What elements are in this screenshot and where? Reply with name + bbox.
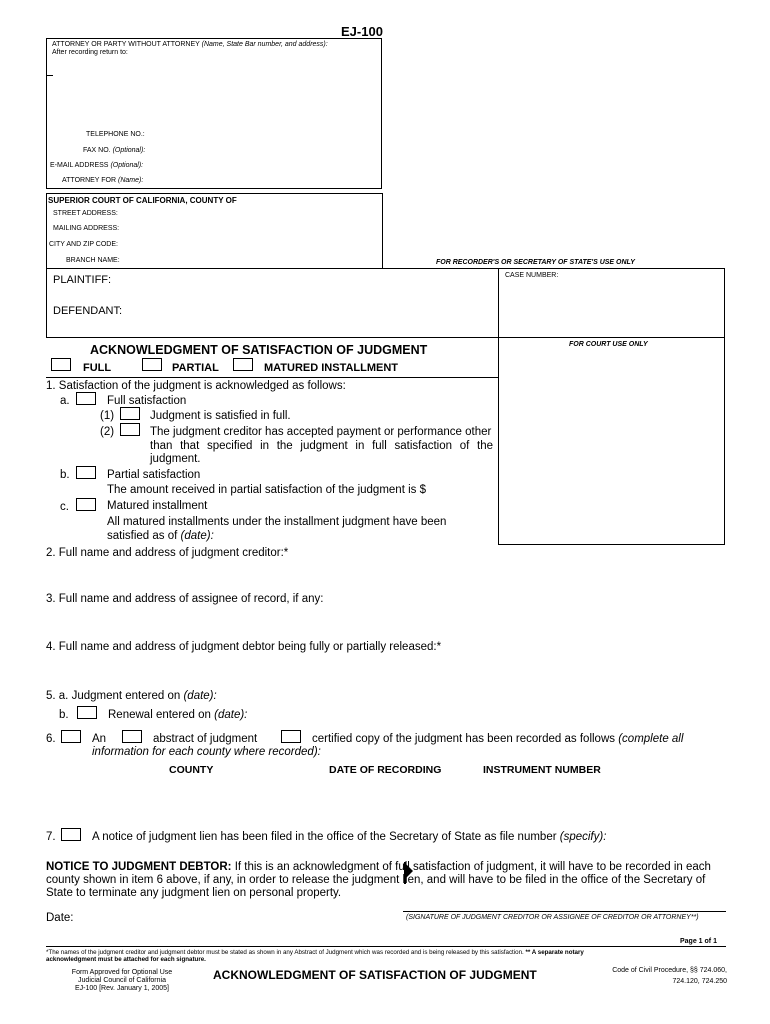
footer-rule [46, 946, 726, 947]
item6-label: 6. [46, 733, 56, 745]
court-left-rule [46, 193, 47, 268]
date-of-recording-column-header: DATE OF RECORDING [329, 764, 442, 776]
form-code: EJ-100 [341, 24, 383, 39]
defendant-label: DEFENDANT: [53, 305, 123, 317]
parties-top-rule [46, 268, 725, 269]
court-title: SUPERIOR COURT OF CALIFORNIA, COUNTY OF [48, 196, 237, 205]
matured-installment-label: MATURED INSTALLMENT [264, 362, 399, 374]
notice-of-lien-checkbox[interactable] [61, 828, 81, 841]
footer-notes: *The names of the judgment creditor and judgment debtor must be stated as shown in any Abstract of Judgment which was recorded and is being released by this satisfaction. ** A separate notary acknowledgment must be attached for each signature. [46, 949, 584, 963]
item5a-text: 5. a. Judgment entered on (date): [46, 690, 217, 702]
attorney-header: ATTORNEY OR PARTY WITHOUT ATTORNEY (Name, State Bar number, and address): [52, 41, 328, 48]
satisfied-in-full-text: Judgment is satisfied in full. [150, 410, 291, 422]
notice-line2: county shown in item 6 above, if any, in order to release the judgment lien, and will have to be filed in the office of the Secretary of [46, 874, 706, 886]
item7-text: A notice of judgment lien has been filed in the office of the Secretary of State as file number (specify): [92, 831, 607, 843]
court-right-rule [382, 193, 383, 268]
item5b-label: b. [59, 709, 69, 721]
partial-checkbox[interactable] [142, 358, 162, 371]
street-address-label: STREET ADDRESS: [53, 210, 118, 217]
after-recording-label: After recording return to: [52, 49, 128, 56]
item6-line2: information for each county where recorded): [92, 746, 321, 758]
title-bottom-rule [46, 377, 499, 378]
notice-heading: NOTICE TO JUDGMENT DEBTOR: [46, 861, 232, 873]
abstract-checkbox[interactable] [122, 730, 142, 743]
matured-installment-item-label: Matured installment [107, 500, 208, 512]
item1c-label: c. [60, 501, 69, 513]
margin-mark [46, 75, 53, 76]
partial-amount-text: The amount received in partial satisfaction of the judgment is $ [107, 484, 426, 496]
signature-line [403, 911, 726, 912]
plaintiff-label: PLAINTIFF: [53, 274, 112, 286]
certified-copy-text: certified copy of the judgment has been recorded as follows (complete all [312, 733, 684, 745]
right-border [724, 268, 725, 545]
case-number-label: CASE NUMBER: [505, 272, 559, 279]
accepted-payment-line1: The judgment creditor has accepted payment or performance other [150, 426, 492, 438]
full-label: FULL [83, 362, 112, 374]
parties-bottom-rule [46, 337, 725, 338]
recorder-use-label: FOR RECORDER'S OR SECRETARY OF STATE'S USE ONLY [436, 259, 635, 266]
partial-satisfaction-label: Partial satisfaction [107, 469, 201, 481]
item1a1-label: (1) [100, 410, 115, 422]
court-use-label: FOR COURT USE ONLY [569, 341, 648, 348]
page-number: Page 1 of 1 [680, 938, 717, 945]
court-top-rule [46, 193, 383, 194]
notice-line3: State to terminate any judgment lien on personal property. [46, 887, 342, 899]
matured-installment-checkbox[interactable] [233, 358, 253, 371]
form-approved-block: Form Approved for Optional Use Judicial Council of California EJ-100 [Rev. January 1, 2005] [71, 969, 173, 992]
parties-left-rule [46, 268, 47, 338]
item6-an: An [92, 733, 107, 745]
item4-text: 4. Full name and address of judgment debtor being fully or partially released:* [46, 641, 442, 653]
renewal-text: Renewal entered on (date): [108, 709, 248, 721]
date-label: Date: [46, 912, 74, 924]
telephone-label: TELEPHONE NO.: [86, 131, 145, 138]
item1-text: 1. Satisfaction of the judgment is acknowledged as follows: [46, 380, 346, 392]
full-satisfaction-checkbox[interactable] [76, 392, 96, 405]
accepted-payment-checkbox[interactable] [120, 423, 140, 436]
accepted-payment-line3: judgment. [150, 453, 201, 465]
accepted-payment-line2: than that specified in the judgment in full satisfaction of the [150, 440, 493, 452]
email-label: E-MAIL ADDRESS (Optional): [50, 162, 144, 169]
notice-paragraph [46, 861, 726, 900]
item2-text: 2. Full name and address of judgment creditor:* [46, 547, 289, 559]
abstract-of-judgment-label: abstract of judgment [153, 733, 258, 745]
court-use-divider [498, 268, 499, 545]
code-citation: Code of Civil Procedure, §§ 724.060, 724.120, 724.250 [612, 967, 727, 985]
matured-installment-sub1: All matured installments under the installment judgment have been [107, 516, 447, 528]
full-checkbox[interactable] [51, 358, 71, 371]
county-column-header: COUNTY [169, 764, 214, 776]
item1b-label: b. [60, 469, 70, 481]
item7-label: 7. [46, 831, 56, 843]
abstract-an-checkbox[interactable] [61, 730, 81, 743]
renewal-checkbox[interactable] [77, 706, 97, 719]
item1a2-label: (2) [100, 426, 115, 438]
attorney-for-label: ATTORNEY FOR (Name): [62, 177, 144, 184]
footer-title: ACKNOWLEDGMENT OF SATISFACTION OF JUDGMENT [213, 968, 537, 982]
court-use-bottom-rule [498, 544, 725, 545]
form-title: ACKNOWLEDGMENT OF SATISFACTION OF JUDGMENT [90, 343, 428, 357]
item3-text: 3. Full name and address of assignee of record, if any: [46, 593, 324, 605]
partial-satisfaction-checkbox[interactable] [76, 466, 96, 479]
full-satisfaction-label: Full satisfaction [107, 395, 187, 407]
satisfied-in-full-checkbox[interactable] [120, 407, 140, 420]
fax-label: FAX NO. (Optional): [83, 147, 146, 154]
notice-line1: If this is an acknowledgment of full satisfaction of judgment, it will have to be recorded in each [234, 861, 711, 873]
city-zip-label: CITY AND ZIP CODE: [49, 241, 118, 248]
partial-label: PARTIAL [172, 362, 219, 374]
matured-installment-item-checkbox[interactable] [76, 498, 96, 511]
instrument-number-column-header: INSTRUMENT NUMBER [483, 764, 601, 776]
mailing-address-label: MAILING ADDRESS: [53, 225, 120, 232]
certified-copy-checkbox[interactable] [281, 730, 301, 743]
signature-caption: (SIGNATURE OF JUDGMENT CREDITOR OR ASSIGNEE OF CREDITOR OR ATTORNEY**) [406, 914, 699, 921]
item1a-label: a. [60, 395, 70, 407]
branch-name-label: BRANCH NAME: [66, 257, 120, 264]
matured-installment-sub2: satisfied as of (date): [107, 530, 214, 542]
